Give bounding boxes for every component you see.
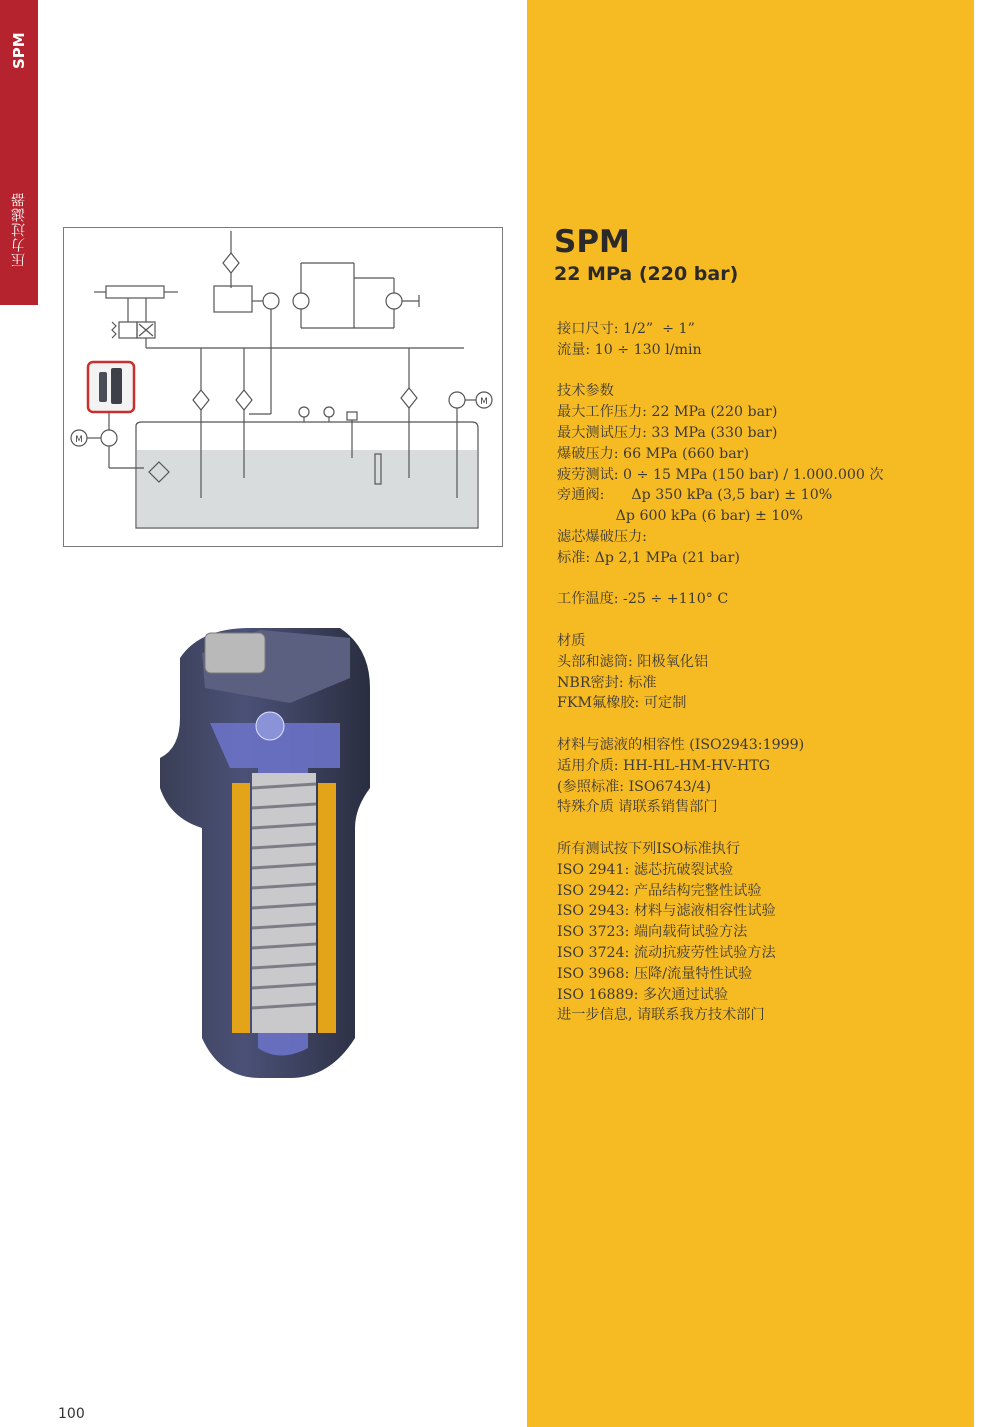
spec-spacer — [557, 610, 967, 631]
spec-line: 头部和滤筒: 阳极氧化铝 — [557, 653, 709, 670]
filter-cutaway-illustration — [140, 608, 430, 1088]
product-title: SPM — [554, 224, 630, 260]
filter-element-left — [232, 783, 250, 1033]
side-tab — [0, 0, 38, 305]
spec-line: Δp 600 kPa (6 bar) ± 10% — [557, 508, 803, 525]
filter-thumbnail-large — [111, 368, 122, 404]
spec-line: 接口尺寸: 1/2” ÷ 1” — [557, 321, 695, 337]
spec-line: 适用介质: HH-HL-HM-HV-HTG — [557, 757, 771, 774]
spec-line: 工作温度: -25 ÷ +110° C — [557, 591, 729, 608]
spec-line: 最大测试压力: 33 MPa (330 bar) — [557, 424, 778, 441]
spec-line: 旁通阀: Δp 350 kPa (3,5 bar) ± 10% — [557, 487, 833, 504]
spec-line: 标准: Δp 2,1 MPa (21 bar) — [557, 549, 740, 566]
spec-line: ISO 3724: 流动抗疲劳性试验方法 — [557, 944, 776, 961]
spec-line: ISO 2942: 产品结构完整性试验 — [557, 882, 762, 899]
spec-line: 所有测试按下列ISO标准执行 — [557, 840, 741, 857]
spec-line: 进一步信息, 请联系我方技术部门 — [557, 1007, 765, 1024]
hydraulic-schematic — [63, 227, 503, 547]
right-margin — [974, 0, 1000, 1427]
spec-line: 材质 — [557, 632, 586, 649]
schematic-drawing — [64, 228, 502, 546]
side-tab-category: 压力过滤器 — [11, 192, 27, 268]
filter-thumbnail-small — [99, 372, 107, 402]
spec-line: ISO 2943: 材料与滤液相容性试验 — [557, 903, 776, 920]
spec-line: FKM氟橡胶: 可定制 — [557, 695, 687, 712]
spec-line: ISO 2941: 滤芯抗破裂试验 — [557, 861, 734, 878]
spec-line: ISO 3968: 压降/流量特性试验 — [557, 965, 753, 982]
spec-line: 滤芯爆破压力: — [557, 528, 647, 545]
spec-line: 流量: 10 ÷ 130 l/min — [557, 341, 702, 358]
spec-line: ISO 3723: 端向载荷试验方法 — [557, 924, 748, 941]
spec-line: (参照标准: ISO6743/4) — [557, 778, 711, 795]
support-spring — [252, 773, 316, 1033]
spec-line: NBR密封: 标准 — [557, 674, 657, 691]
reservoir-fluid — [137, 450, 477, 527]
spec-line: 最大工作压力: 22 MPa (220 bar) — [557, 404, 778, 421]
side-tab-code: SPM — [10, 32, 28, 70]
spec-line: 爆破压力: 66 MPa (660 bar) — [557, 445, 749, 462]
spec-line: ISO 16889: 多次通过试验 — [557, 986, 729, 1003]
spec-spacer — [557, 818, 967, 839]
spec-line: 材料与滤液的相容性 (ISO2943:1999) — [557, 736, 805, 753]
hex-plug — [205, 633, 265, 673]
bypass-valve — [256, 712, 284, 740]
motor-label-left: M — [75, 435, 83, 445]
spec-list — [557, 319, 967, 1026]
spec-spacer — [557, 714, 967, 735]
spec-spacer — [557, 361, 967, 382]
spec-spacer — [557, 569, 967, 590]
page-number: 100 — [58, 1406, 85, 1422]
motor-label-right: M — [480, 397, 488, 407]
spec-line: 疲劳测试: 0 ÷ 15 MPa (150 bar) / 1.000.000 次 — [557, 466, 884, 483]
filter-element-right — [318, 783, 336, 1033]
spec-line: 特殊介质 请联系销售部门 — [557, 799, 718, 816]
filter-cutaway-drawing — [140, 608, 430, 1088]
product-pressure: 22 MPa (220 bar) — [554, 263, 739, 285]
spec-line: 技术参数 — [557, 383, 614, 400]
